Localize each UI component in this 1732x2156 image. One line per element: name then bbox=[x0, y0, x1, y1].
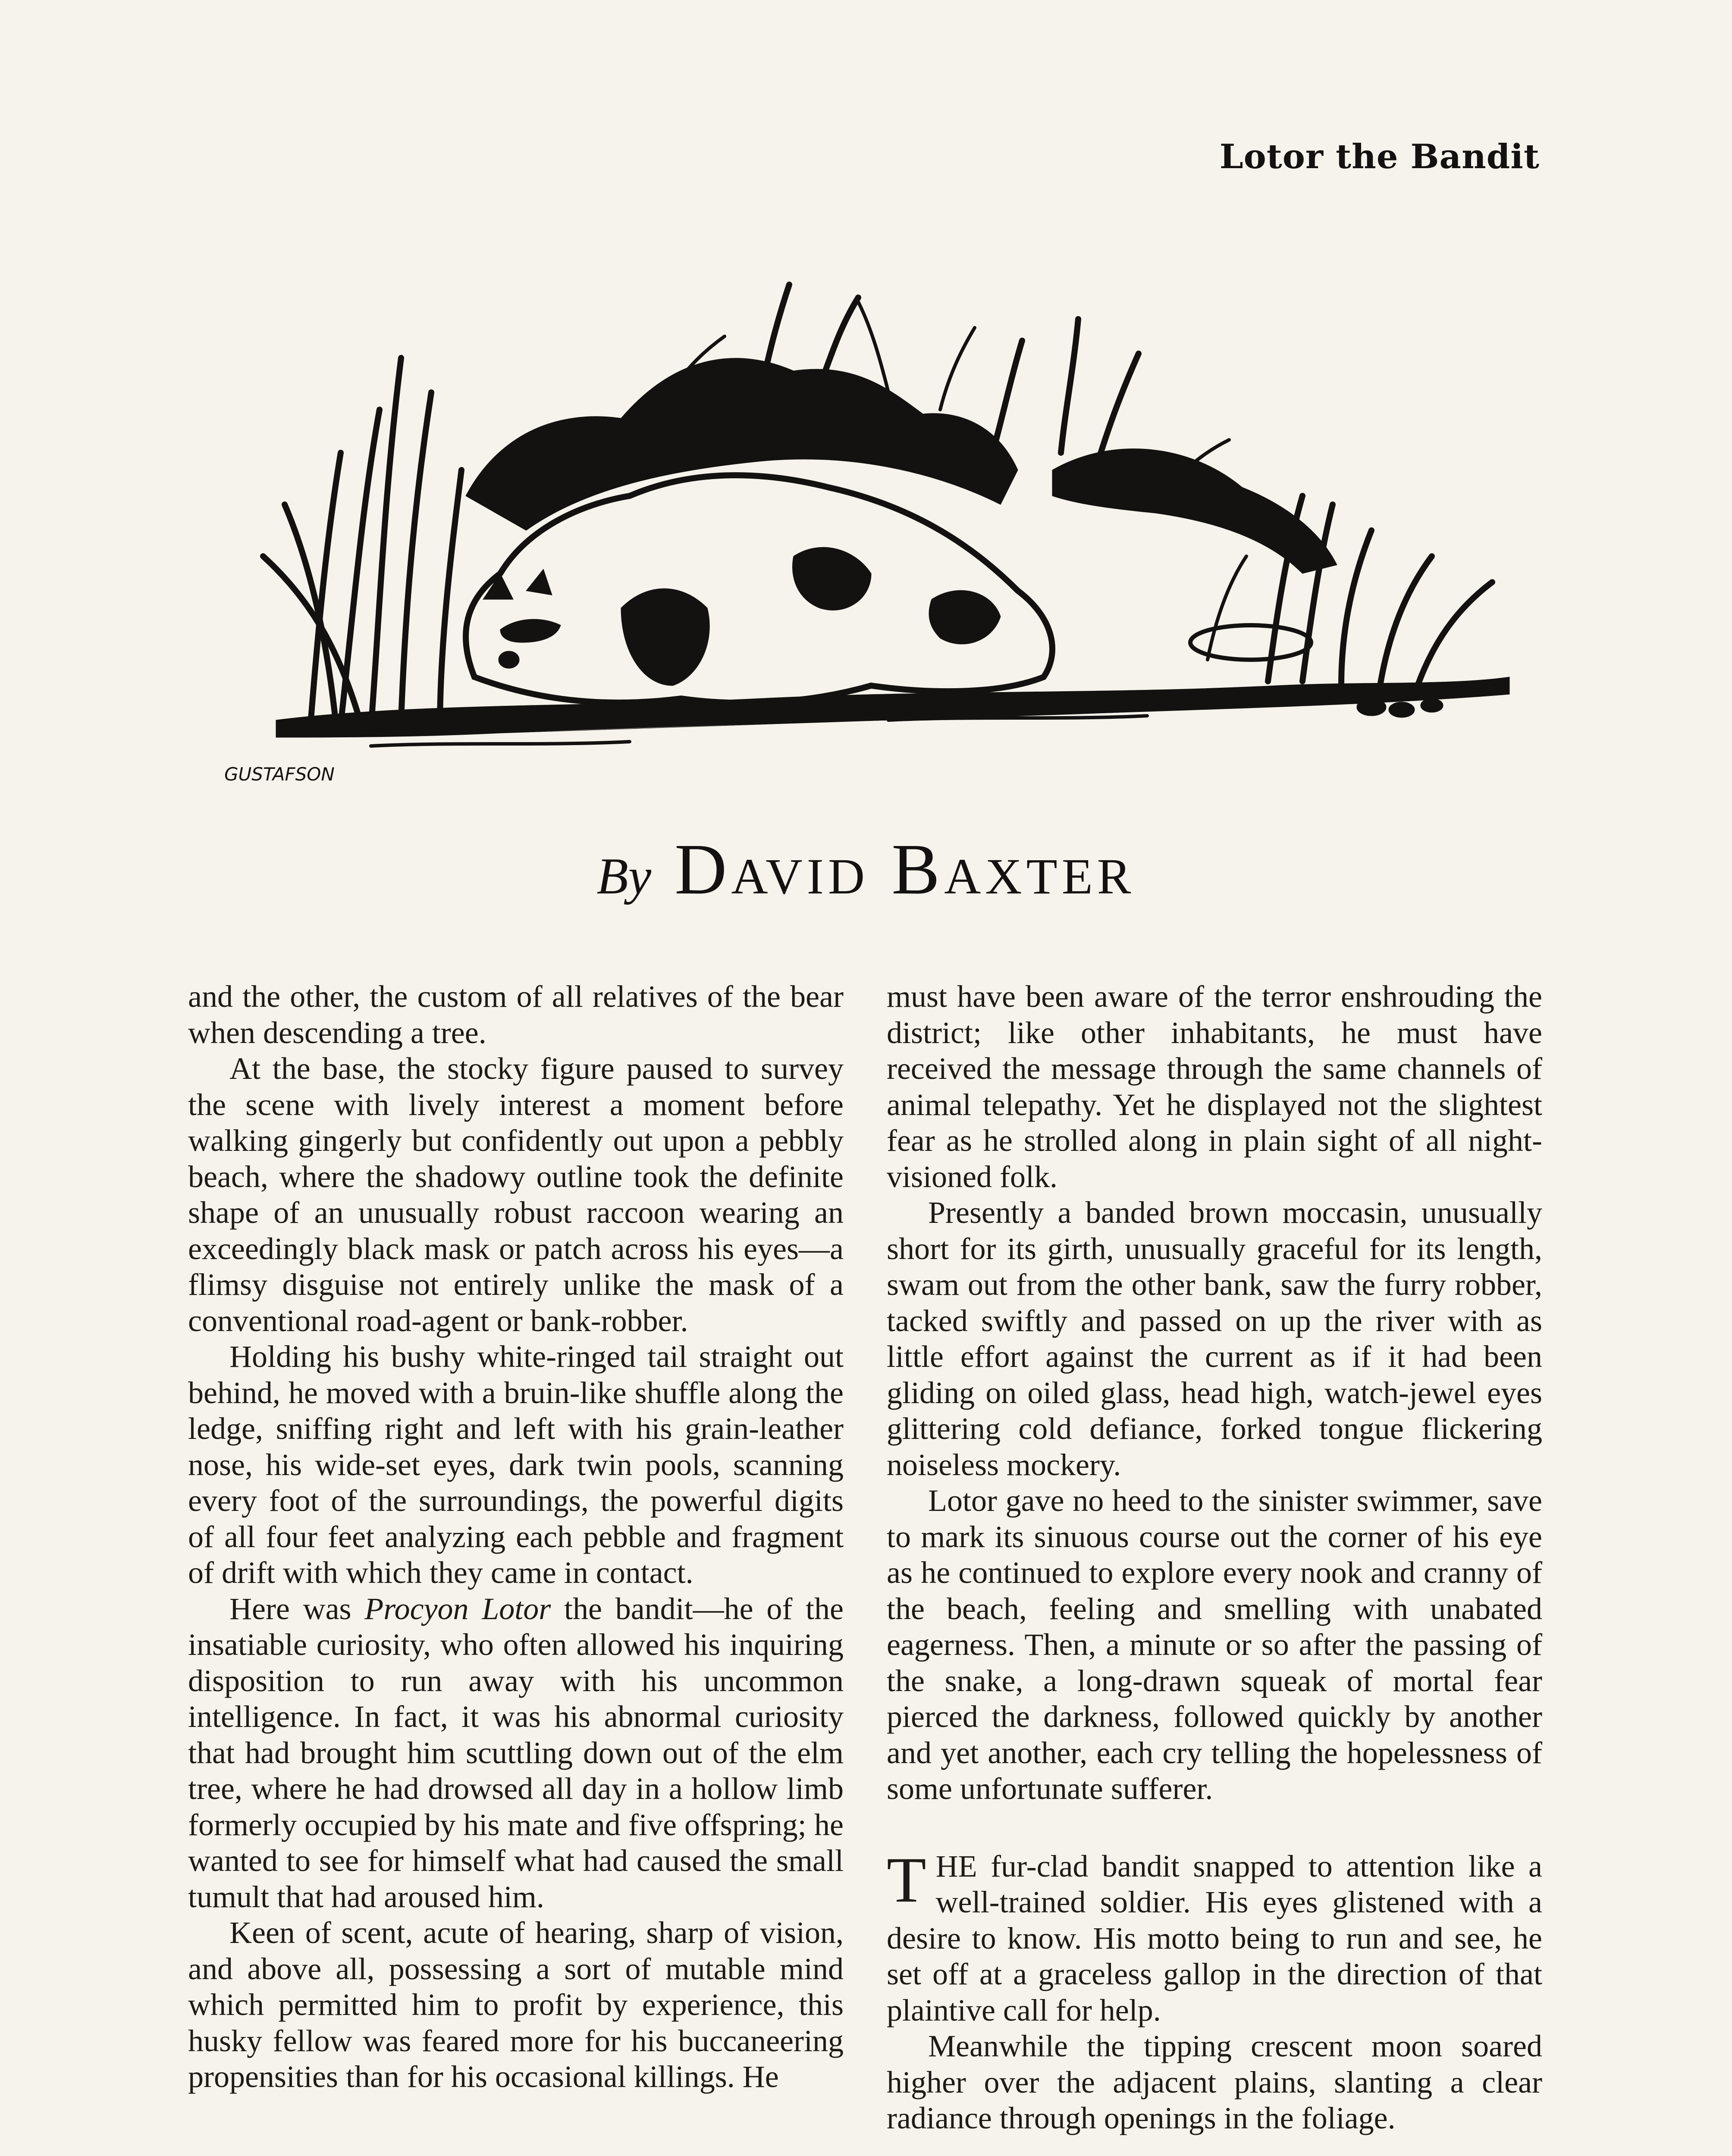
paragraph: At the base, the stocky figure paused to survey the scene with lively interest a moment before walking gingerly but confidently out upon a pebbly beach, where the shadowy outline took the definite shape of an unusually robust raccoon wearing an exceedingly black mask or patch across his eyes—a flimsy disguise not entirely unlike the mask of a conventional road-agent or bank-robber. bbox=[188, 1051, 844, 1338]
paragraph: Keen of scent, acute of hearing, sharp of vision, and above all, possessing a sort of mutable mind which permitted him to profit by experience, this husky fellow was feared more for his buccaneering propensities than for his occasional killings. He bbox=[188, 1915, 844, 2094]
paragraph-text: HE fur-clad bandit snapped to attention like a well-trained soldier. His eyes glistened with a desire to know. His motto being to run and see, he set off at a graceless gallop in the direction of that plaintive call for help. bbox=[887, 1849, 1542, 2028]
raccoon-illustration bbox=[198, 229, 1527, 793]
paragraph: Meanwhile the tipping crescent moon soared higher over the adjacent plains, slanting a clear radiance through openings in the foliage. bbox=[887, 2029, 1542, 2135]
byline bbox=[0, 828, 1732, 911]
paragraph: Lotor gave no heed to the sinister swimmer, save to mark its sinuous course out the corner of his eye as he continued to explore every nook and cranny of the beach, feeling and smelling with unabated eagerness. Then, a minute or so after the passing of the snake, a long-drawn squeak of mortal fear pierced the darkness, followed quickly by another and yet another, each cry telling the hopelessness of some unfortunate sufferer. bbox=[887, 1483, 1542, 1806]
paragraph: Holding his bushy white-ringed tail straight out behind, he moved with a bruin-like shuffle along the ledge, sniffing right and left with his grain-leather nose, his wide-set eyes, dark twin pools, scanning every foot of the surroundings, the powerful digits of all four feet analyzing each pebble and fragment of drift with which they came in contact. bbox=[188, 1339, 844, 1590]
byline-by: By bbox=[596, 847, 652, 905]
paragraph-text: the bandit—he of the insatiable curiosity, who often allowed his inquiring disposition to run away with his uncommon intelligence. In fact, it was his abnormal curiosity that had brought him scuttling down out of the elm tree, where he had drowsed all day in a hollow limb formerly occupied by his mate and five offspring; he wanted to see for himself what had caused the small tumult that had aroused him. bbox=[188, 1591, 844, 1914]
left-column bbox=[188, 979, 844, 2095]
section-paragraph bbox=[887, 1844, 1542, 2029]
paragraph: Presently a banded brown moccasin, unusually short for its girth, unusually graceful for its length, swam out from the other bank, saw the furry robber, tacked swiftly and passed on up the river with as little effort against the current as if it had been gliding on oiled glass, head high, watch-jewel eyes glittering cold defiance, forked tongue flickering noiseless mockery. bbox=[887, 1195, 1542, 1482]
artist-signature: GUSTAFSON bbox=[224, 764, 335, 785]
paragraph-text: Here was bbox=[229, 1591, 365, 1626]
paragraph: and the other, the custom of all relatives of the bear when descending a tree. bbox=[188, 979, 844, 1050]
author-name: David Baxter bbox=[675, 829, 1136, 909]
right-column bbox=[887, 979, 1542, 2137]
scientific-name: Procyon Lotor bbox=[364, 1591, 551, 1626]
paragraph: must have been aware of the terror enshrouding the district; like other inhabitants, he must have received the message through the same channels of animal telepathy. Yet he displayed not the slightest fear as he strolled along in plain sight of all night-visioned folk. bbox=[887, 979, 1542, 1194]
paragraph bbox=[188, 1591, 844, 1915]
drop-cap: T bbox=[887, 1844, 926, 1916]
running-title: Lotor the Bandit bbox=[1219, 137, 1540, 176]
